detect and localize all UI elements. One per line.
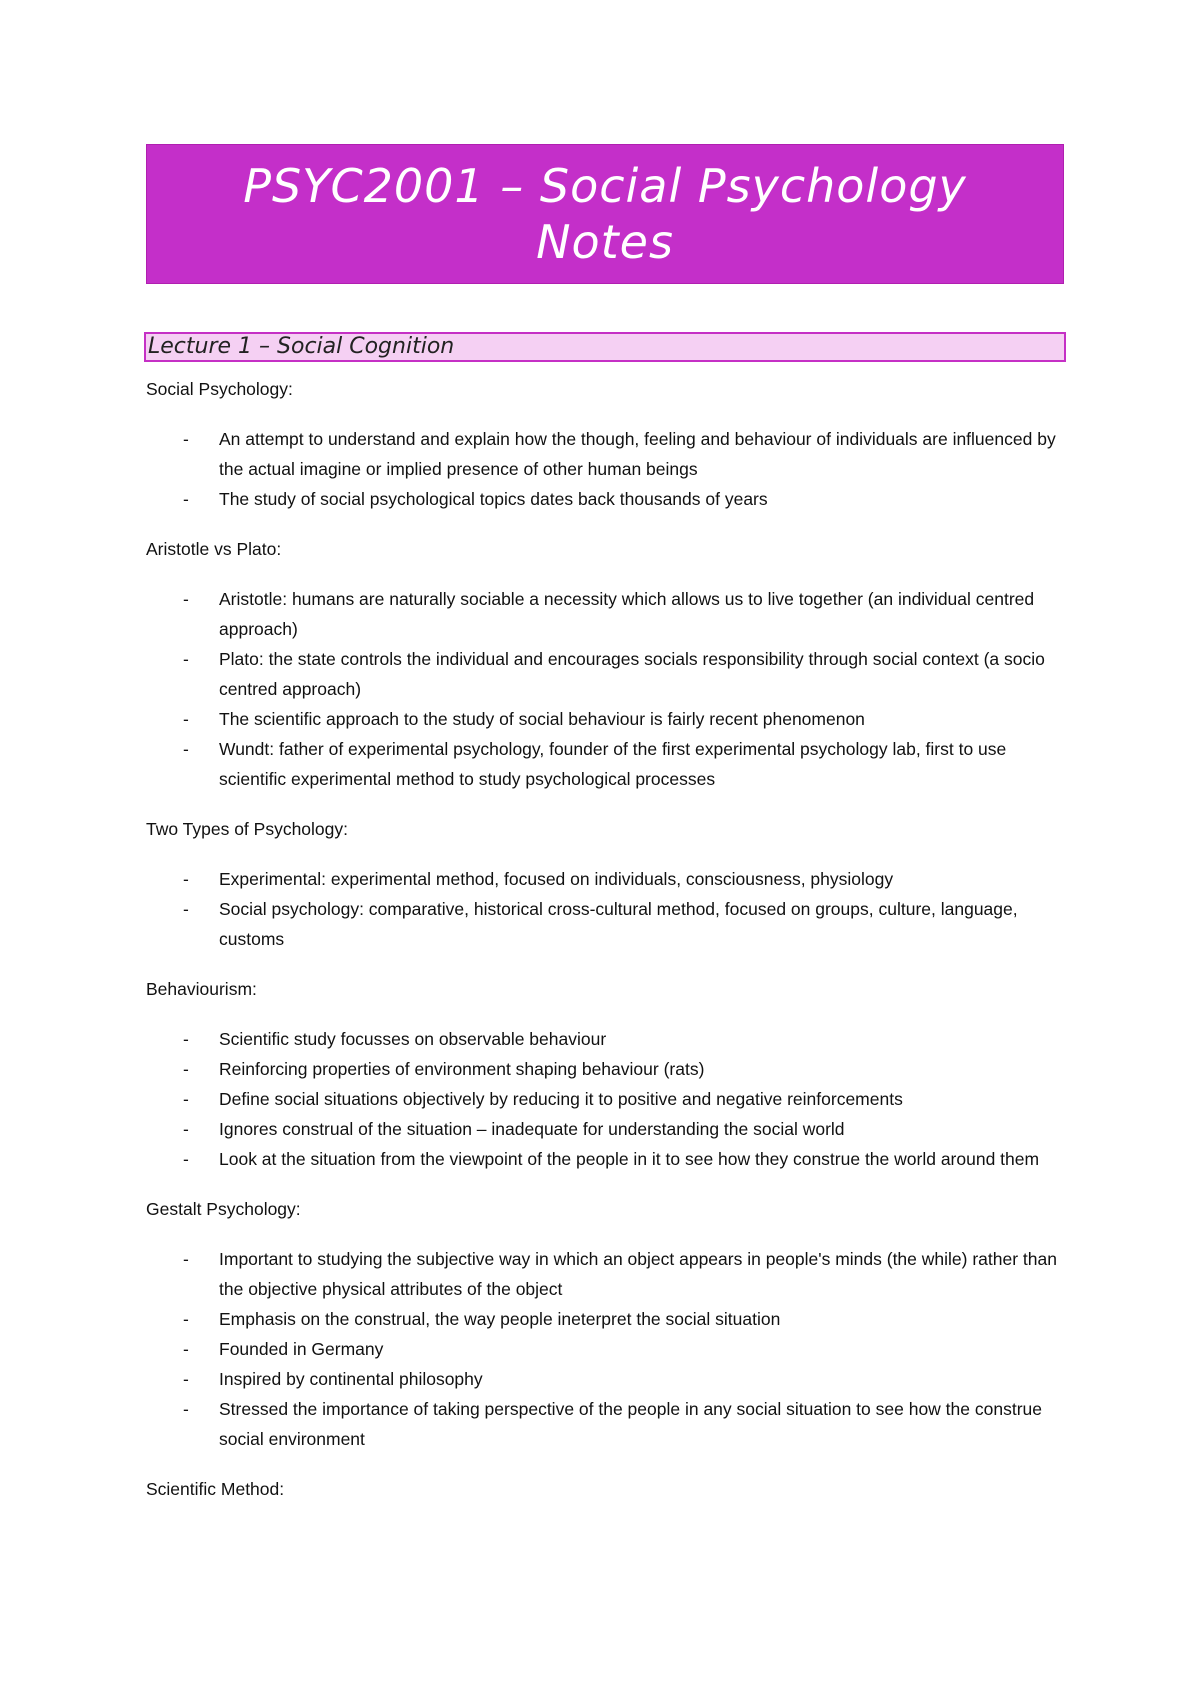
list-item [146,1144,1066,1174]
bullet-dash: - [183,1309,189,1329]
bullet-text: Wundt: father of experimental psychology, founder of the first experimental psychology lab, first to use scientific experimental method to study psychological processes [219,739,1007,789]
list-item [146,1394,1066,1454]
bullet-list [146,424,1066,514]
list-item [146,644,1066,704]
bullet-dash: - [183,1339,189,1359]
bullet-dash: - [183,739,189,759]
list-item [146,1334,1066,1364]
list-item [146,864,1066,894]
list-item [146,1024,1066,1054]
bullet-dash: - [183,1059,189,1079]
bullet-text: Experimental: experimental method, focused on individuals, consciousness, physiology [219,869,894,889]
bullet-text: An attempt to understand and explain how the though, feeling and behaviour of individuals are influenced by the actual imagine or implied presence of other human beings [219,429,1056,479]
bullet-dash: - [183,649,189,669]
bullet-list [146,1244,1066,1454]
list-item [146,584,1066,644]
bullet-dash: - [183,899,189,919]
title-banner [146,144,1064,284]
bullet-text: Emphasis on the construal, the way people ineterpret the social situation [219,1309,781,1329]
list-item [146,1084,1066,1114]
bullet-dash: - [183,869,189,889]
section-heading: Gestalt Psychology: [146,1199,301,1219]
list-item [146,1304,1066,1334]
list-item [146,894,1066,954]
section-heading: Two Types of Psychology: [146,819,349,839]
section-heading: Scientific Method: [146,1479,285,1499]
list-item [146,1244,1066,1304]
bullet-text: Aristotle: humans are naturally sociable a necessity which allows us to live together (an individual centred approach) [219,589,1035,639]
bullet-text: Scientific study focusses on observable behaviour [219,1029,607,1049]
list-item [146,424,1066,484]
document-title-line-2: Notes [536,215,674,269]
bullet-dash: - [183,429,189,449]
bullet-text: Stressed the importance of taking perspective of the people in any social situation to see how the construe social environment [219,1399,1042,1449]
bullet-list [146,864,1066,954]
bullet-list [146,1024,1066,1174]
bullet-text: Plato: the state controls the individual and encourages socials responsibility through social context (a socio centred approach) [219,649,1045,699]
list-item [146,1054,1066,1084]
list-item [146,1114,1066,1144]
bullet-dash: - [183,1369,189,1389]
bullet-text: Define social situations objectively by reducing it to positive and negative reinforcements [219,1089,903,1109]
notes-content [146,374,1066,1524]
bullet-text: Look at the situation from the viewpoint of the people in it to see how they construe the world around them [219,1149,1040,1169]
list-item [146,704,1066,734]
bullet-text: Inspired by continental philosophy [219,1369,483,1389]
bullet-text: The scientific approach to the study of social behaviour is fairly recent phenomenon [219,709,865,729]
bullet-dash: - [183,1149,189,1169]
document-title-line-1: PSYC2001 – Social Psychology [243,159,967,213]
bullet-text: The study of social psychological topics dates back thousands of years [219,489,768,509]
list-item [146,484,1066,514]
list-item [146,1364,1066,1394]
bullet-dash: - [183,1119,189,1139]
bullet-text: Ignores construal of the situation – inadequate for understanding the social world [219,1119,845,1139]
section-heading: Behaviourism: [146,979,257,999]
bullet-dash: - [183,1249,189,1269]
bullet-dash: - [183,489,189,509]
bullet-dash: - [183,709,189,729]
bullet-dash: - [183,1089,189,1109]
lecture-heading: Lecture 1 – Social Cognition [144,332,1066,362]
bullet-dash: - [183,1399,189,1419]
list-item [146,734,1066,794]
bullet-text: Reinforcing properties of environment shaping behaviour (rats) [219,1059,705,1079]
bullet-text: Important to studying the subjective way in which an object appears in people's minds (the while) rather than the objective physical attributes of the object [219,1249,1057,1299]
section-heading: Social Psychology: [146,379,293,399]
section-heading: Aristotle vs Plato: [146,539,282,559]
bullet-list [146,584,1066,794]
bullet-text: Social psychology: comparative, historical cross-cultural method, focused on groups, culture, language, customs [219,899,1018,949]
bullet-dash: - [183,1029,189,1049]
bullet-text: Founded in Germany [219,1339,384,1359]
bullet-dash: - [183,589,189,609]
